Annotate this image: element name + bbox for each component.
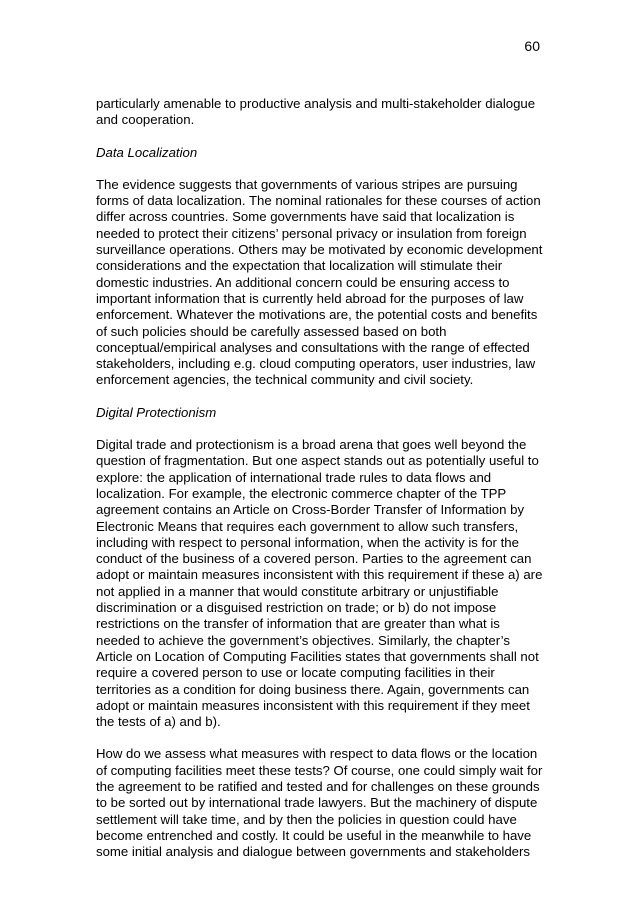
page-number: 60 <box>524 38 540 54</box>
paragraph-closing: How do we assess what measures with respect to data flows or the location of computing facilities meet these tests? Of course, one could simply wait for the agreement to be ratified and tested and for challenges on these grounds to be sorted out by international trade lawyers. But the machinery of dispute settlement will take time, and by then the policies in question could have become entrenched and costly. It could be useful in the meanwhile to have some initial analysis and dialogue between governments and stakeholders <box>96 746 543 860</box>
page-body <box>96 96 546 876</box>
heading-digital-protectionism: Digital Protectionism <box>96 404 217 420</box>
heading-data-localization: Data Localization <box>96 144 198 160</box>
paragraph-data-localization: The evidence suggests that governments of various stripes are pursuing forms of data localization. The nominal rationales for these courses of action differ across countries. Some governments have said that localization is needed to protect their citizens’ personal privacy or insulation from foreign surveillance operations. Others may be motivated by economic development considerations and the expectation that localization will stimulate their domestic industries. An additional concern could be ensuring access to important information that is currently held abroad for the purposes of law enforcement. Whatever the motivations are, the potential costs and benefits of such policies should be carefully assessed based on both conceptual/empirical analyses and consultations with the range of effected stakeholders, including e.g. cloud computing operators, user industries, law enforcement agencies, the technical community and civil society. <box>96 176 543 388</box>
paragraph-digital-protectionism: Digital trade and protectionism is a broad arena that goes well beyond the question of fragmentation. But one aspect stands out as potentially useful to explore: the application of international trade rules to data flows and localization. For example, the electronic commerce chapter of the TPP agreement contains an Article on Cross-Border Transfer of Information by Electronic Means that requires each government to allow such transfers, including with respect to personal information, when the activity is for the conduct of the business of a covered person. Parties to the agreement can adopt or maintain measures inconsistent with this requirement if these a) are not applied in a manner that would constitute arbitrary or unjustifiable discrimination or a disguised restriction on trade; or b) do not impose restrictions on the transfer of information that are greater than what is needed to achieve the government’s objectives. Similarly, the chapter’s Article on Location of Computing Facilities states that governments shall not require a covered person to use or locate computing facilities in their territories as a condition for doing business there. Again, governments can adopt or maintain measures inconsistent with this requirement if they meet the tests of a) and b). <box>96 437 543 730</box>
paragraph-intro: particularly amenable to productive analysis and multi-stakeholder dialogue and cooperation. <box>96 96 536 128</box>
